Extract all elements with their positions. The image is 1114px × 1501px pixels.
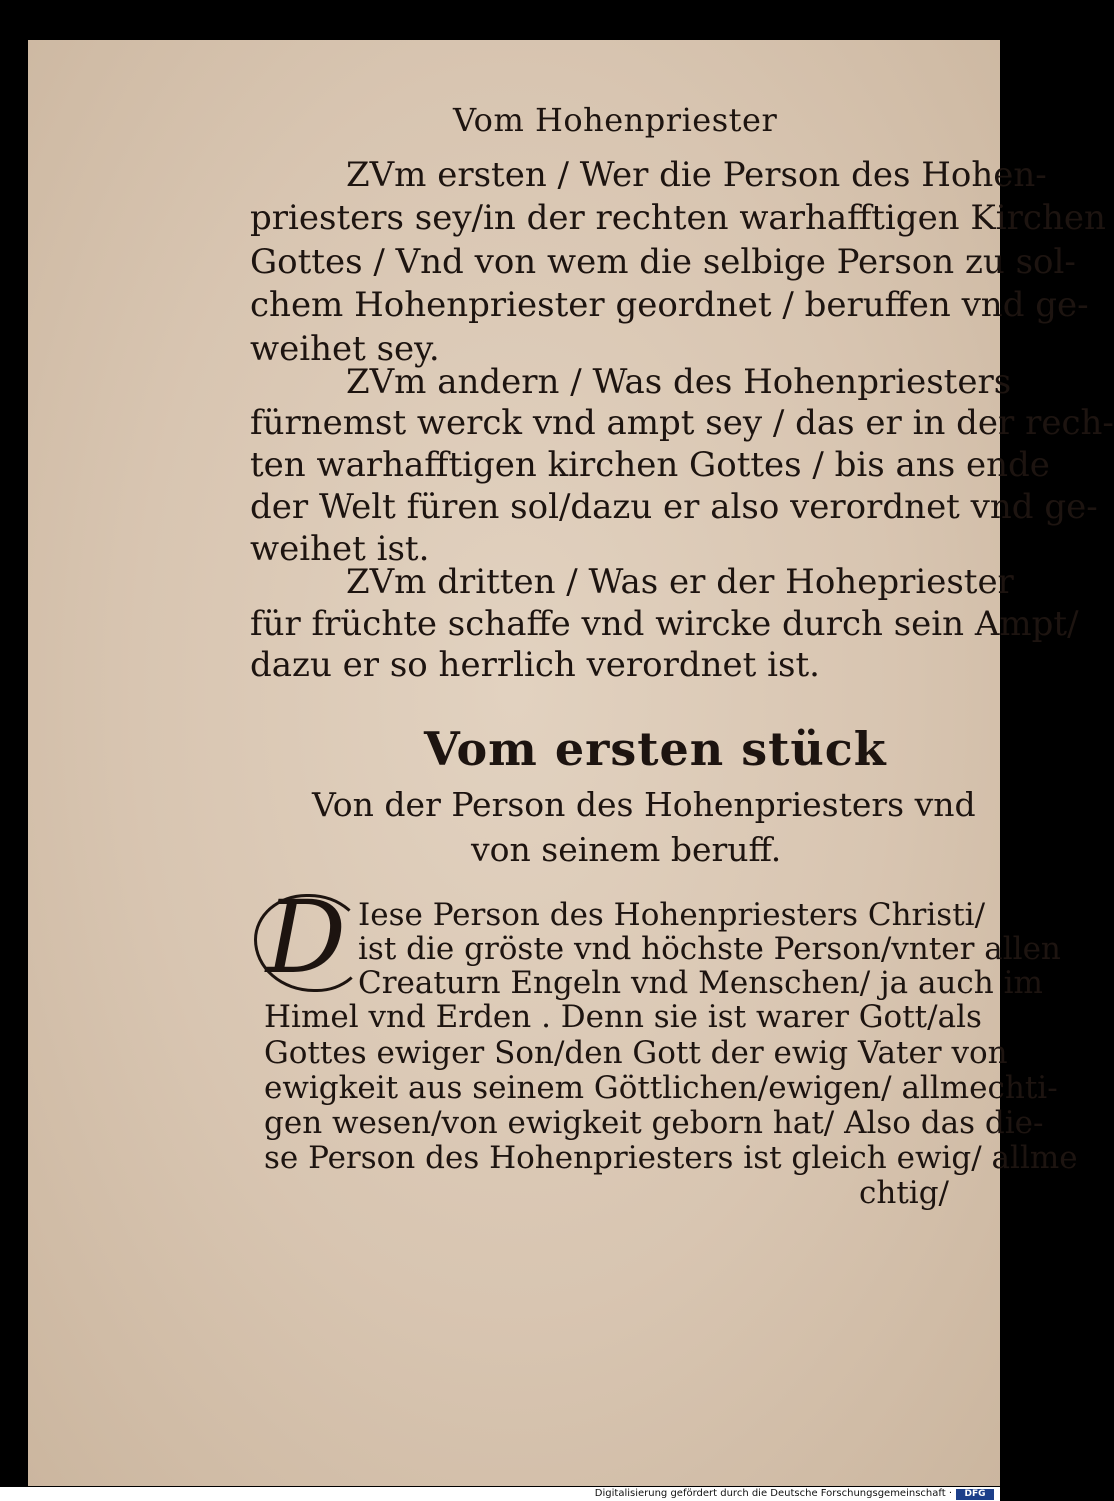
p2-line-2: fürnemst werck vnd ampt sey / das er in der rech-: [250, 403, 1114, 443]
p2-line-5: weihet ist.: [250, 529, 430, 569]
p1-line-4: chem Hohenpriester geordnet / beruffen vnd ge-: [250, 285, 1089, 325]
footer-bar: [0, 1487, 1000, 1501]
body-line-8: se Person des Hohenpriesters ist gleich ewig/ allme: [264, 1140, 1078, 1176]
body-line-2: ist die gröste vnd höchste Person/vnter allen: [358, 931, 1061, 967]
drop-cap-letter: D: [265, 879, 347, 996]
p1-line-3: Gottes / Vnd von wem die selbige Person zu sol-: [250, 242, 1076, 282]
p2-line-4: der Welt füren sol/dazu er also verordnet vnd ge-: [250, 487, 1098, 527]
running-header: Vom Hohenpriester: [453, 101, 778, 139]
p2-line-3: ten warhafftigen kirchen Gottes / bis ans ende: [250, 445, 1050, 485]
p1-line-1: ZVm ersten / Wer die Person des Hohen-: [346, 155, 1047, 195]
body-line-3: Creaturn Engeln vnd Menschen/ ja auch im: [358, 965, 1043, 1001]
dfg-logo: DFG: [956, 1489, 994, 1500]
drop-cap: [260, 879, 352, 996]
p3-line-3: dazu er so herrlich verordnet ist.: [250, 645, 820, 685]
body-line-4: Himel vnd Erden . Denn sie ist warer Gott/als: [264, 999, 982, 1035]
p3-line-1: ZVm dritten / Was er der Hohepriester: [346, 562, 1014, 602]
funding-note: Digitalisierung gefördert durch die Deutsche Forschungsgemeinschaft ·: [594, 1488, 952, 1499]
p3-line-2: für früchte schaffe vnd wircke durch sein Ampt/: [250, 604, 1079, 644]
section-heading: Vom ersten stück: [424, 722, 887, 776]
subheading-line-2: von seinem beruff.: [471, 830, 782, 869]
p2-line-1: ZVm andern / Was des Hohenpriesters: [346, 362, 1012, 402]
body-line-6: ewigkeit aus seinem Göttlichen/ewigen/ allmechti-: [264, 1070, 1058, 1106]
body-line-1: Iese Person des Hohenpriesters Christi/: [358, 897, 986, 933]
subheading-line-1: Von der Person des Hohenpriesters vnd: [312, 785, 976, 824]
p1-line-2: priesters sey/in der rechten warhafftigen Kirchen: [250, 198, 1106, 238]
book-page: [28, 40, 1114, 1486]
p1-line-5: weihet sey.: [250, 329, 440, 369]
body-line-5: Gottes ewiger Son/den Gott der ewig Vater von: [264, 1035, 1008, 1071]
body-line-9: chtig/: [859, 1175, 949, 1211]
body-line-7: gen wesen/von ewigkeit geborn hat/ Also das die-: [264, 1105, 1044, 1141]
